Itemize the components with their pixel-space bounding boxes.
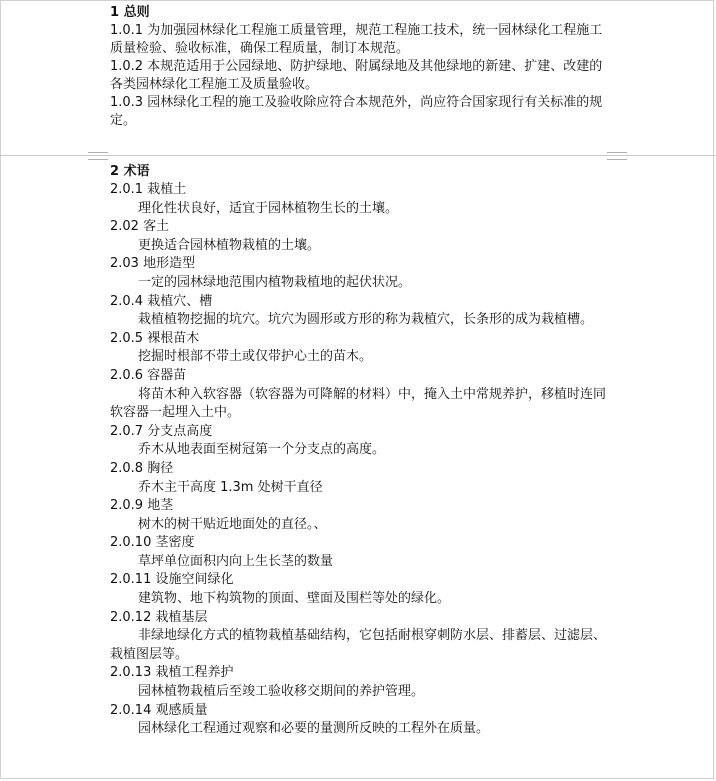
- chapter-1: [110, 4, 610, 130]
- chapter-2-heading: 2 术语: [110, 164, 150, 179]
- term-definition: 栽植植物挖掘的坑穴。坑穴为圆形或方形的称为栽植穴，长条形的成为栽植槽。: [138, 312, 594, 328]
- term-definition: 草坪单位面积内向上生长茎的数量: [138, 553, 334, 569]
- margin-mark-left: [88, 152, 108, 160]
- term-2-0-13: [110, 664, 610, 701]
- term-2-0-1: [110, 181, 610, 218]
- term-definition: 园林植物栽植后至竣工验收移交期间的养护管理。: [138, 684, 425, 700]
- term-label: 2.03 地形造型: [110, 256, 196, 272]
- term-definition: 一定的园林绿地范围内植物栽植地的起伏状况。: [138, 274, 412, 290]
- term-definition: 园林绿化工程通过观察和必要的量测所反映的工程外在质量。: [138, 721, 490, 737]
- paragraph-1-0-1: 1.0.1 为加强园林绿化工程施工质量管理，规范工程施工技术，统一园林绿化工程施工质量检验、验收标准，确保工程质量，制订本规范。: [110, 23, 603, 56]
- term-label: 2.0.8 胸径: [110, 460, 174, 476]
- term-label: 2.02 客土: [110, 219, 170, 235]
- term-label: 2.0.6 容器苗: [110, 367, 187, 383]
- term-definition: 乔木主干高度 1.3m 处树干直径: [138, 479, 323, 495]
- term-label: 2.0.7 分支点高度: [110, 423, 213, 439]
- term-definition: 更换适合园林植物栽植的土壤。: [138, 237, 321, 253]
- paragraph-1-0-3: 1.0.3 园林绿化工程的施工及验收除应符合本规范外，尚应符合国家现行有关标准的规定。: [110, 95, 603, 128]
- term-2-0-10: [110, 534, 610, 571]
- term-2-0-14: [110, 702, 610, 739]
- term-label: 2.0.1 栽植土: [110, 182, 187, 197]
- term-2-02: [110, 218, 610, 255]
- term-definition: 非绿地绿化方式的植物栽植基础结构，它包括耐根穿刺防水层、排蓄层、过滤层、栽植图层等。: [110, 628, 607, 662]
- term-label: 2.0.14 观感质量: [110, 702, 208, 718]
- term-2-0-6: [110, 367, 610, 423]
- term-definition: 将苗木种入软容器（软容器为可降解的材料）中，掩入土中常规养护，移植时连同软容器一起埋入土中。: [110, 386, 607, 421]
- term-2-0-4: [110, 293, 610, 330]
- chapter-2: [110, 163, 610, 739]
- term-label: 2.0.4 栽植穴、槽: [110, 293, 213, 309]
- term-2-0-7: [110, 423, 610, 460]
- term-label: 2.0.10 茎密度: [110, 535, 195, 551]
- term-label: 2.0.12 栽植基层: [110, 609, 208, 625]
- term-2-0-5: [110, 330, 610, 367]
- term-label: 2.0.5 裸根苗木: [110, 330, 200, 346]
- term-label: 2.0.11 设施空间绿化: [110, 572, 234, 588]
- term-definition: 理化性状良好，适宜于园林植物生长的土壤。: [138, 200, 399, 216]
- paragraph-1-0-2: 1.0.2 本规范适用于公园绿地、防护绿地、附属绿地及其他绿地的新建、扩建、改建的各类园林绿化工程施工及质量验收。: [110, 59, 603, 92]
- term-definition: 乔木从地表面至树冠第一个分支点的高度。: [138, 442, 386, 458]
- term-2-03: [110, 255, 610, 292]
- term-2-0-9: [110, 497, 610, 534]
- chapter-1-heading: 1 总则: [110, 5, 150, 20]
- term-2-0-11: [110, 571, 610, 608]
- term-definition: 挖掘时根部不带土或仅带护心土的苗木。: [138, 349, 373, 365]
- term-2-0-12: [110, 609, 610, 665]
- term-definition: 树木的树干贴近地面处的直径。、: [138, 516, 327, 532]
- term-label: 2.0.9 地茎: [110, 498, 174, 514]
- term-label: 2.0.13 栽植工程养护: [110, 665, 234, 681]
- term-definition: 建筑物、地下构筑物的顶面、壁面及围栏等处的绿化。: [138, 591, 451, 607]
- term-2-0-8: [110, 460, 610, 497]
- margin-mark-right: [607, 152, 627, 160]
